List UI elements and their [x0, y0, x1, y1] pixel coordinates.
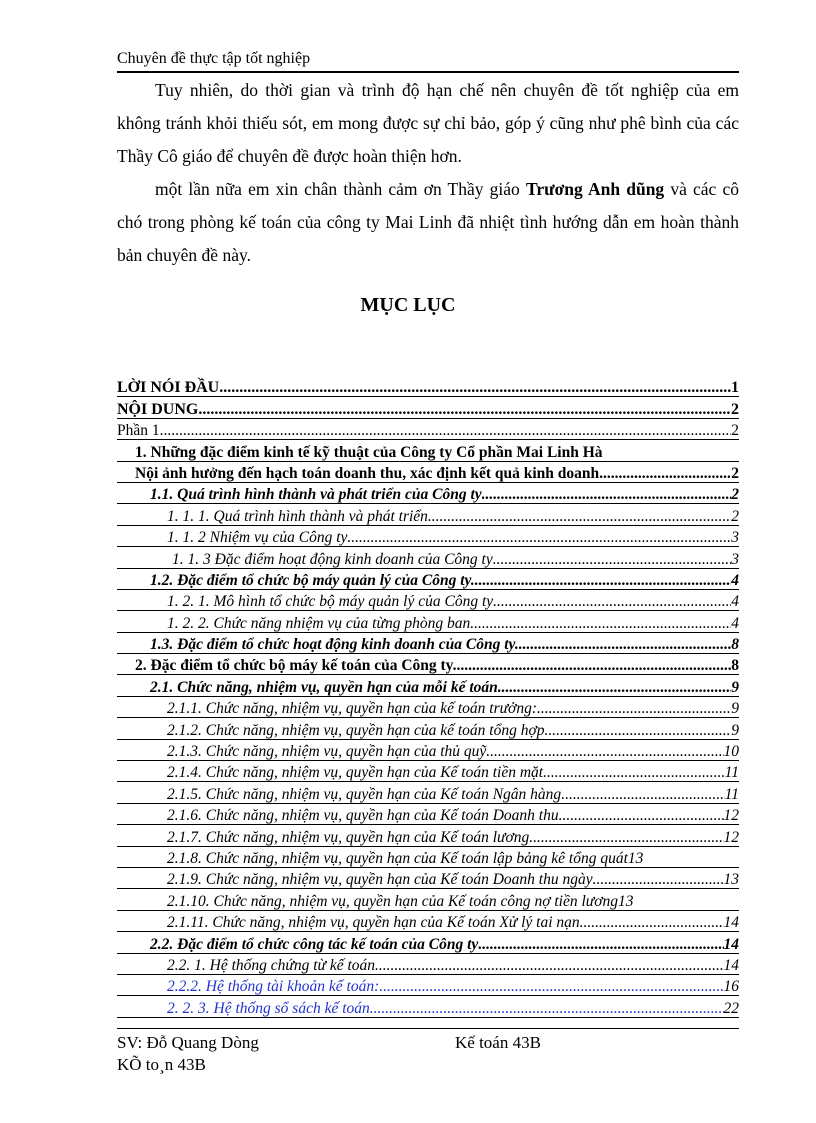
toc-entry[interactable]: 1.2. Đặc điểm tổ chức bộ máy quản lý của Công ty. ..... 4: [117, 569, 739, 590]
toc-entry[interactable]: 2.2. 1. Hệ thống chứng từ kế toán ..... 14: [117, 954, 739, 975]
toc-entry[interactable]: 2. Đặc điểm tổ chức bộ máy kế toán của Công ty. ..... 8: [117, 654, 739, 675]
toc-entry[interactable]: 2.1.1. Chức năng, nhiệm vụ, quyền hạn của kế toán trưởng: ..... 9: [117, 697, 739, 718]
intro-paragraph-2: [117, 173, 739, 272]
header-rule: [117, 71, 739, 73]
header-title: Chuyên đề thực tập tốt nghiệp: [117, 50, 311, 67]
toc-entry[interactable]: 1. 2. 1. Mô hình tổ chức bộ máy quản lý của Công ty ..... 4: [117, 590, 739, 611]
toc-entry[interactable]: 2.1.2. Chức năng, nhiệm vụ, quyền hạn của kế toán tổng hợp ..... 9: [117, 718, 739, 739]
footer-student: SV: Đỗ Quang Dòng: [117, 1033, 259, 1052]
toc-entry[interactable]: 2.1.5. Chức năng, nhiệm vụ, quyền hạn của Kế toán Ngân hàng ..... 11: [117, 782, 739, 803]
intro-p2-after: và các cô chó trong phòng kế toán của công ty Mai Linh đã nhiệt tình hướng dẫn em hoàn thành bản chuyên đề này.: [117, 179, 740, 265]
toc-entry[interactable]: 1. 1. 1. Quá trình hình thành và phát triển ..... 2: [117, 504, 739, 525]
toc-entry[interactable]: 2.1.8. Chức năng, nhiệm vụ, quyền hạn của Kế toán lập bảng kê tổng quát 13: [117, 847, 739, 868]
toc-entry[interactable]: 2.1.7. Chức năng, nhiệm vụ, quyền hạn của Kế toán lương ..... 12: [117, 825, 739, 846]
footer-class-garbled: KÕ to¸n 43B: [117, 1055, 206, 1074]
toc-entry-link[interactable]: 2. 2. 3. Hệ thống sổ sách kế toán ..... 22: [117, 996, 739, 1017]
toc-entry-link[interactable]: 2.2.2. Hệ thống tài khoản kế toán: ..... 16: [117, 975, 739, 996]
toc-entry[interactable]: LỜI NÓI ĐẦU ..... 1: [117, 376, 739, 397]
toc-entry[interactable]: Nội ảnh hưởng đến hạch toán doanh thu, xác định kết quả kinh doanh ..... 2: [117, 462, 739, 483]
toc-entry[interactable]: 1. 2. 2. Chức năng nhiệm vụ của từng phòng ban ..... 4: [117, 611, 739, 632]
intro-paragraph-1: Tuy nhiên, do thời gian và trình độ hạn chế nên chuyên đề tốt nghiệp của em không tránh khỏi thiếu sót, em mong được sự chỉ bảo, góp ý cũng như phê bình của các Thầy Cô giáo để chuyên đề được hoàn thiện hơn.: [117, 80, 739, 166]
toc-entry[interactable]: 1.3. Đặc điểm tổ chức hoạt động kinh doanh của Công ty. ..... 8: [117, 633, 739, 654]
toc-entry[interactable]: 1. 1. 3 Đặc điểm hoạt động kinh doanh của Công ty ..... 3: [117, 547, 739, 568]
toc-entry[interactable]: NỘI DUNG ..... 2: [117, 397, 739, 418]
table-of-contents: [117, 376, 739, 1018]
toc-entry[interactable]: 2.1.11. Chức năng, nhiệm vụ, quyền hạn của Kế toán Xử lý tai nạn ..... 14: [117, 911, 739, 932]
toc-entry[interactable]: 2.1.6. Chức năng, nhiệm vụ, quyền hạn của Kế toán Doanh thu ..... 12: [117, 804, 739, 825]
toc-heading: MỤC LỤC: [360, 294, 456, 316]
toc-entry[interactable]: 2.2. Đặc điểm tổ chức công tác kế toán của Công ty ..... 14: [117, 932, 739, 953]
toc-entry[interactable]: 2.1.9. Chức năng, nhiệm vụ, quyền hạn của Kế toán Doanh thu ngày ..... 13: [117, 868, 739, 889]
toc-entry[interactable]: 1. 1. 2 Nhiệm vụ của Công ty ..... 3: [117, 526, 739, 547]
intro-p2-before: một lần nữa em xin chân thành cảm ơn Thầy giáo: [155, 179, 526, 199]
toc-entry[interactable]: 1.1. Quá trình hình thành và phát triển của Công ty ..... 2: [117, 483, 739, 504]
footer-class: Kế toán 43B: [455, 1033, 541, 1052]
toc-entry[interactable]: 2.1.4. Chức năng, nhiệm vụ, quyền hạn của Kế toán tiền mặt ..... 11: [117, 761, 739, 782]
toc-entry[interactable]: 2.1.10. Chức năng, nhiệm vụ, quyền hạn của Kế toán công nợ tiền lương 13: [117, 889, 739, 910]
toc-entry[interactable]: Phần 1 ..... 2: [117, 419, 739, 440]
teacher-name: Trương Anh dũng: [525, 179, 665, 199]
toc-entry[interactable]: 1. Những đặc điểm kinh tế kỹ thuật của Công ty Cổ phần Mai Linh Hà: [117, 440, 739, 461]
toc-entry[interactable]: 2.1. Chức năng, nhiệm vụ, quyền hạn của mỗi kế toán ..... 9: [117, 675, 739, 696]
toc-entry[interactable]: 2.1.3. Chức năng, nhiệm vụ, quyền hạn của thủ quỹ ..... 10: [117, 740, 739, 761]
intro-text: [117, 74, 739, 272]
footer-rule: [117, 1028, 739, 1029]
